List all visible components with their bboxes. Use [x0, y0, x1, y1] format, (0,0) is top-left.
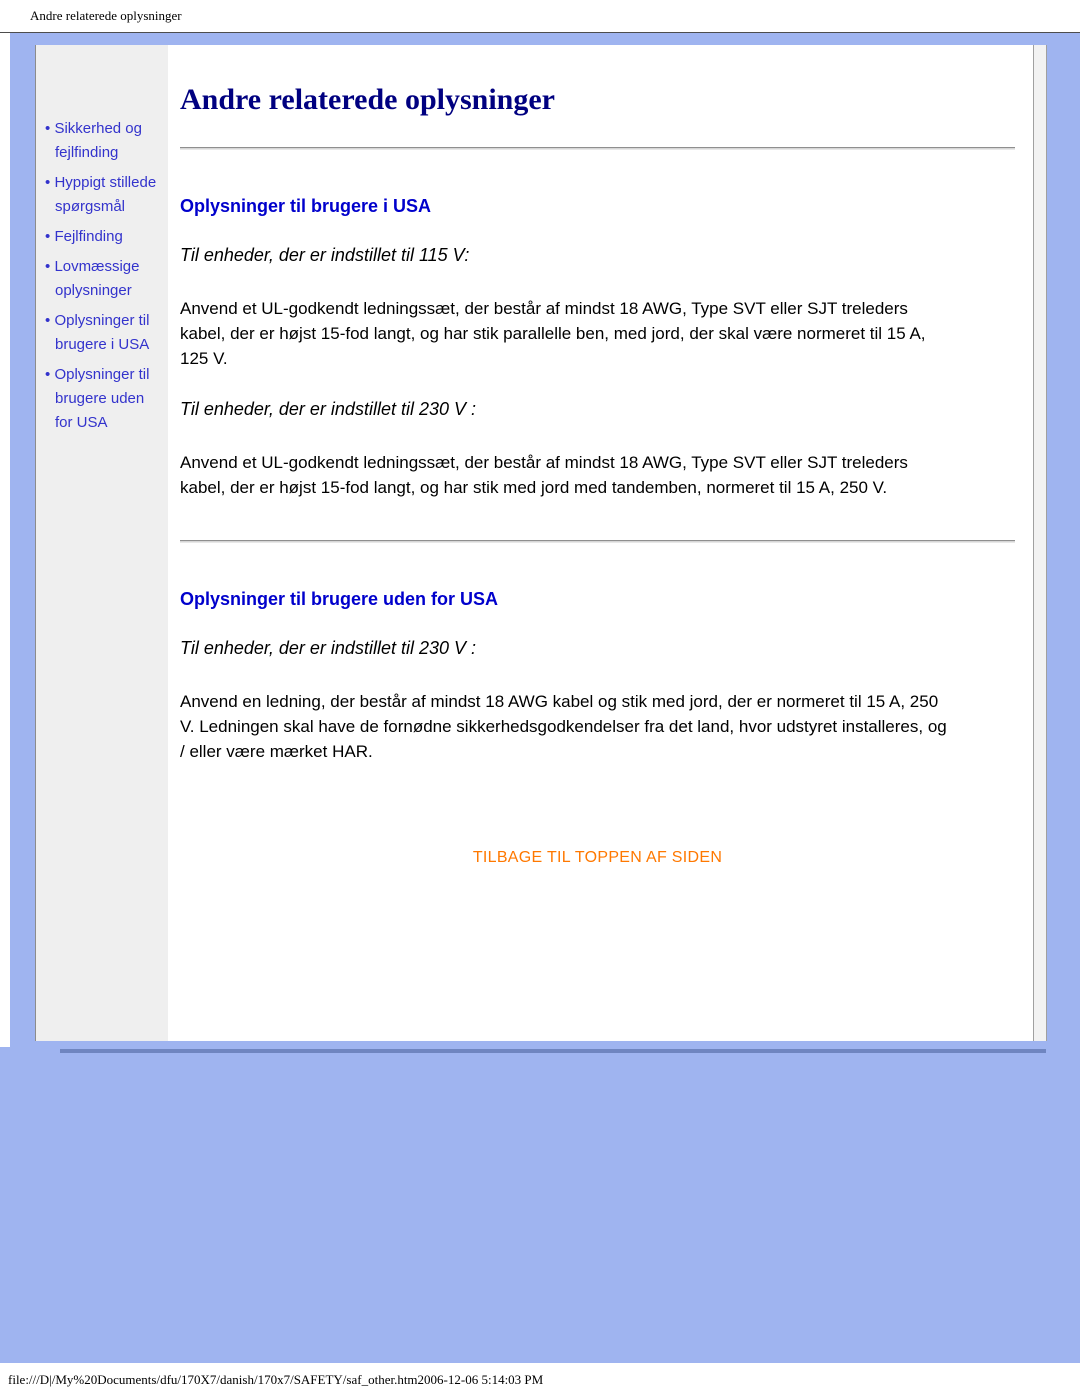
paragraph-outside-230v: Anvend en ledning, der består af mindst 18 AWG kabel og stik med jord, der er normeret til 15 A, 250 V. Ledningen skal have de fornødne sikkerhedsgodkendelser fra det land, hvor udstyret installeres, og / eller være mærket HAR. — [180, 692, 947, 761]
sidebar-item-label: Hyppigt stillede spørgsmål — [54, 174, 157, 215]
sidebar-item-label: Sikkerhed og fejlfinding — [54, 120, 142, 161]
sidebar — [36, 45, 168, 1041]
main-content — [168, 45, 1033, 1041]
page-header-title: Andre relaterede oplysninger — [30, 8, 182, 23]
subheading-115v: Til enheder, der er indstillet til 115 V: — [180, 245, 470, 265]
page-header — [0, 0, 1080, 33]
bullet-icon: • — [45, 174, 51, 191]
bullet-icon: • — [45, 312, 51, 329]
left-margin-strip — [0, 33, 10, 1047]
page-footer — [0, 1363, 1080, 1397]
paragraph-230v: Anvend et UL-godkendt ledningssæt, der består af mindst 18 AWG, Type SVT eller SJT treleders kabel, der er højst 15-fod langt, og har stik med jord med tandemben, normeret til 15 A, 250 V. — [180, 453, 908, 497]
back-to-top-wrapper — [180, 849, 1015, 867]
subheading-230v: Til enheder, der er indstillet til 230 V : — [180, 399, 476, 419]
paragraph-115v: Anvend et UL-godkendt ledningssæt, der består af mindst 18 AWG, Type SVT eller SJT treleders kabel, der er højst 15-fod langt, og har stik parallelle ben, med jord, der skal være normeret til 15 A, 125 V. — [180, 299, 926, 368]
bullet-icon: • — [45, 120, 51, 137]
divider-middle — [180, 540, 1015, 543]
scrollbar-track[interactable] — [1033, 45, 1047, 1041]
sidebar-item-oplysninger-uden-for-usa[interactable] — [45, 363, 160, 435]
page-title: Andre relaterede oplysninger — [180, 83, 555, 116]
sidebar-item-sikkerhed-og-fejlfinding[interactable] — [45, 117, 160, 165]
content-shadow — [60, 1049, 1046, 1053]
bullet-icon: • — [45, 366, 51, 383]
section-heading-usa: Oplysninger til brugere i USA — [180, 196, 432, 216]
sidebar-item-fejlfinding[interactable] — [45, 225, 160, 249]
sidebar-item-lovmaessige-oplysninger[interactable] — [45, 255, 160, 303]
sidebar-item-label: Oplysninger til brugere i USA — [54, 312, 150, 353]
divider-top — [180, 147, 1015, 150]
sidebar-item-label: Oplysninger til brugere uden for USA — [54, 366, 150, 431]
bullet-icon: • — [45, 258, 51, 275]
content-frame — [35, 45, 1047, 1041]
file-path-footer: file:///D|/My%20Documents/dfu/170X7/danish/170x7/SAFETY/saf_other.htm2006-12-06 5:14:03 PM — [8, 1372, 544, 1387]
sidebar-item-hyppigt-stillede-sporgsmal[interactable] — [45, 171, 160, 219]
sidebar-item-label: Lovmæssige oplysninger — [54, 258, 140, 299]
sidebar-item-label: Fejlfinding — [54, 228, 123, 245]
subheading-outside-230v: Til enheder, der er indstillet til 230 V : — [180, 638, 476, 658]
section-heading-outside-usa: Oplysninger til brugere uden for USA — [180, 589, 499, 609]
back-to-top-link[interactable]: TILBAGE TIL TOPPEN AF SIDEN — [472, 849, 723, 866]
bullet-icon: • — [45, 228, 51, 245]
sidebar-item-oplysninger-usa[interactable] — [45, 309, 160, 357]
